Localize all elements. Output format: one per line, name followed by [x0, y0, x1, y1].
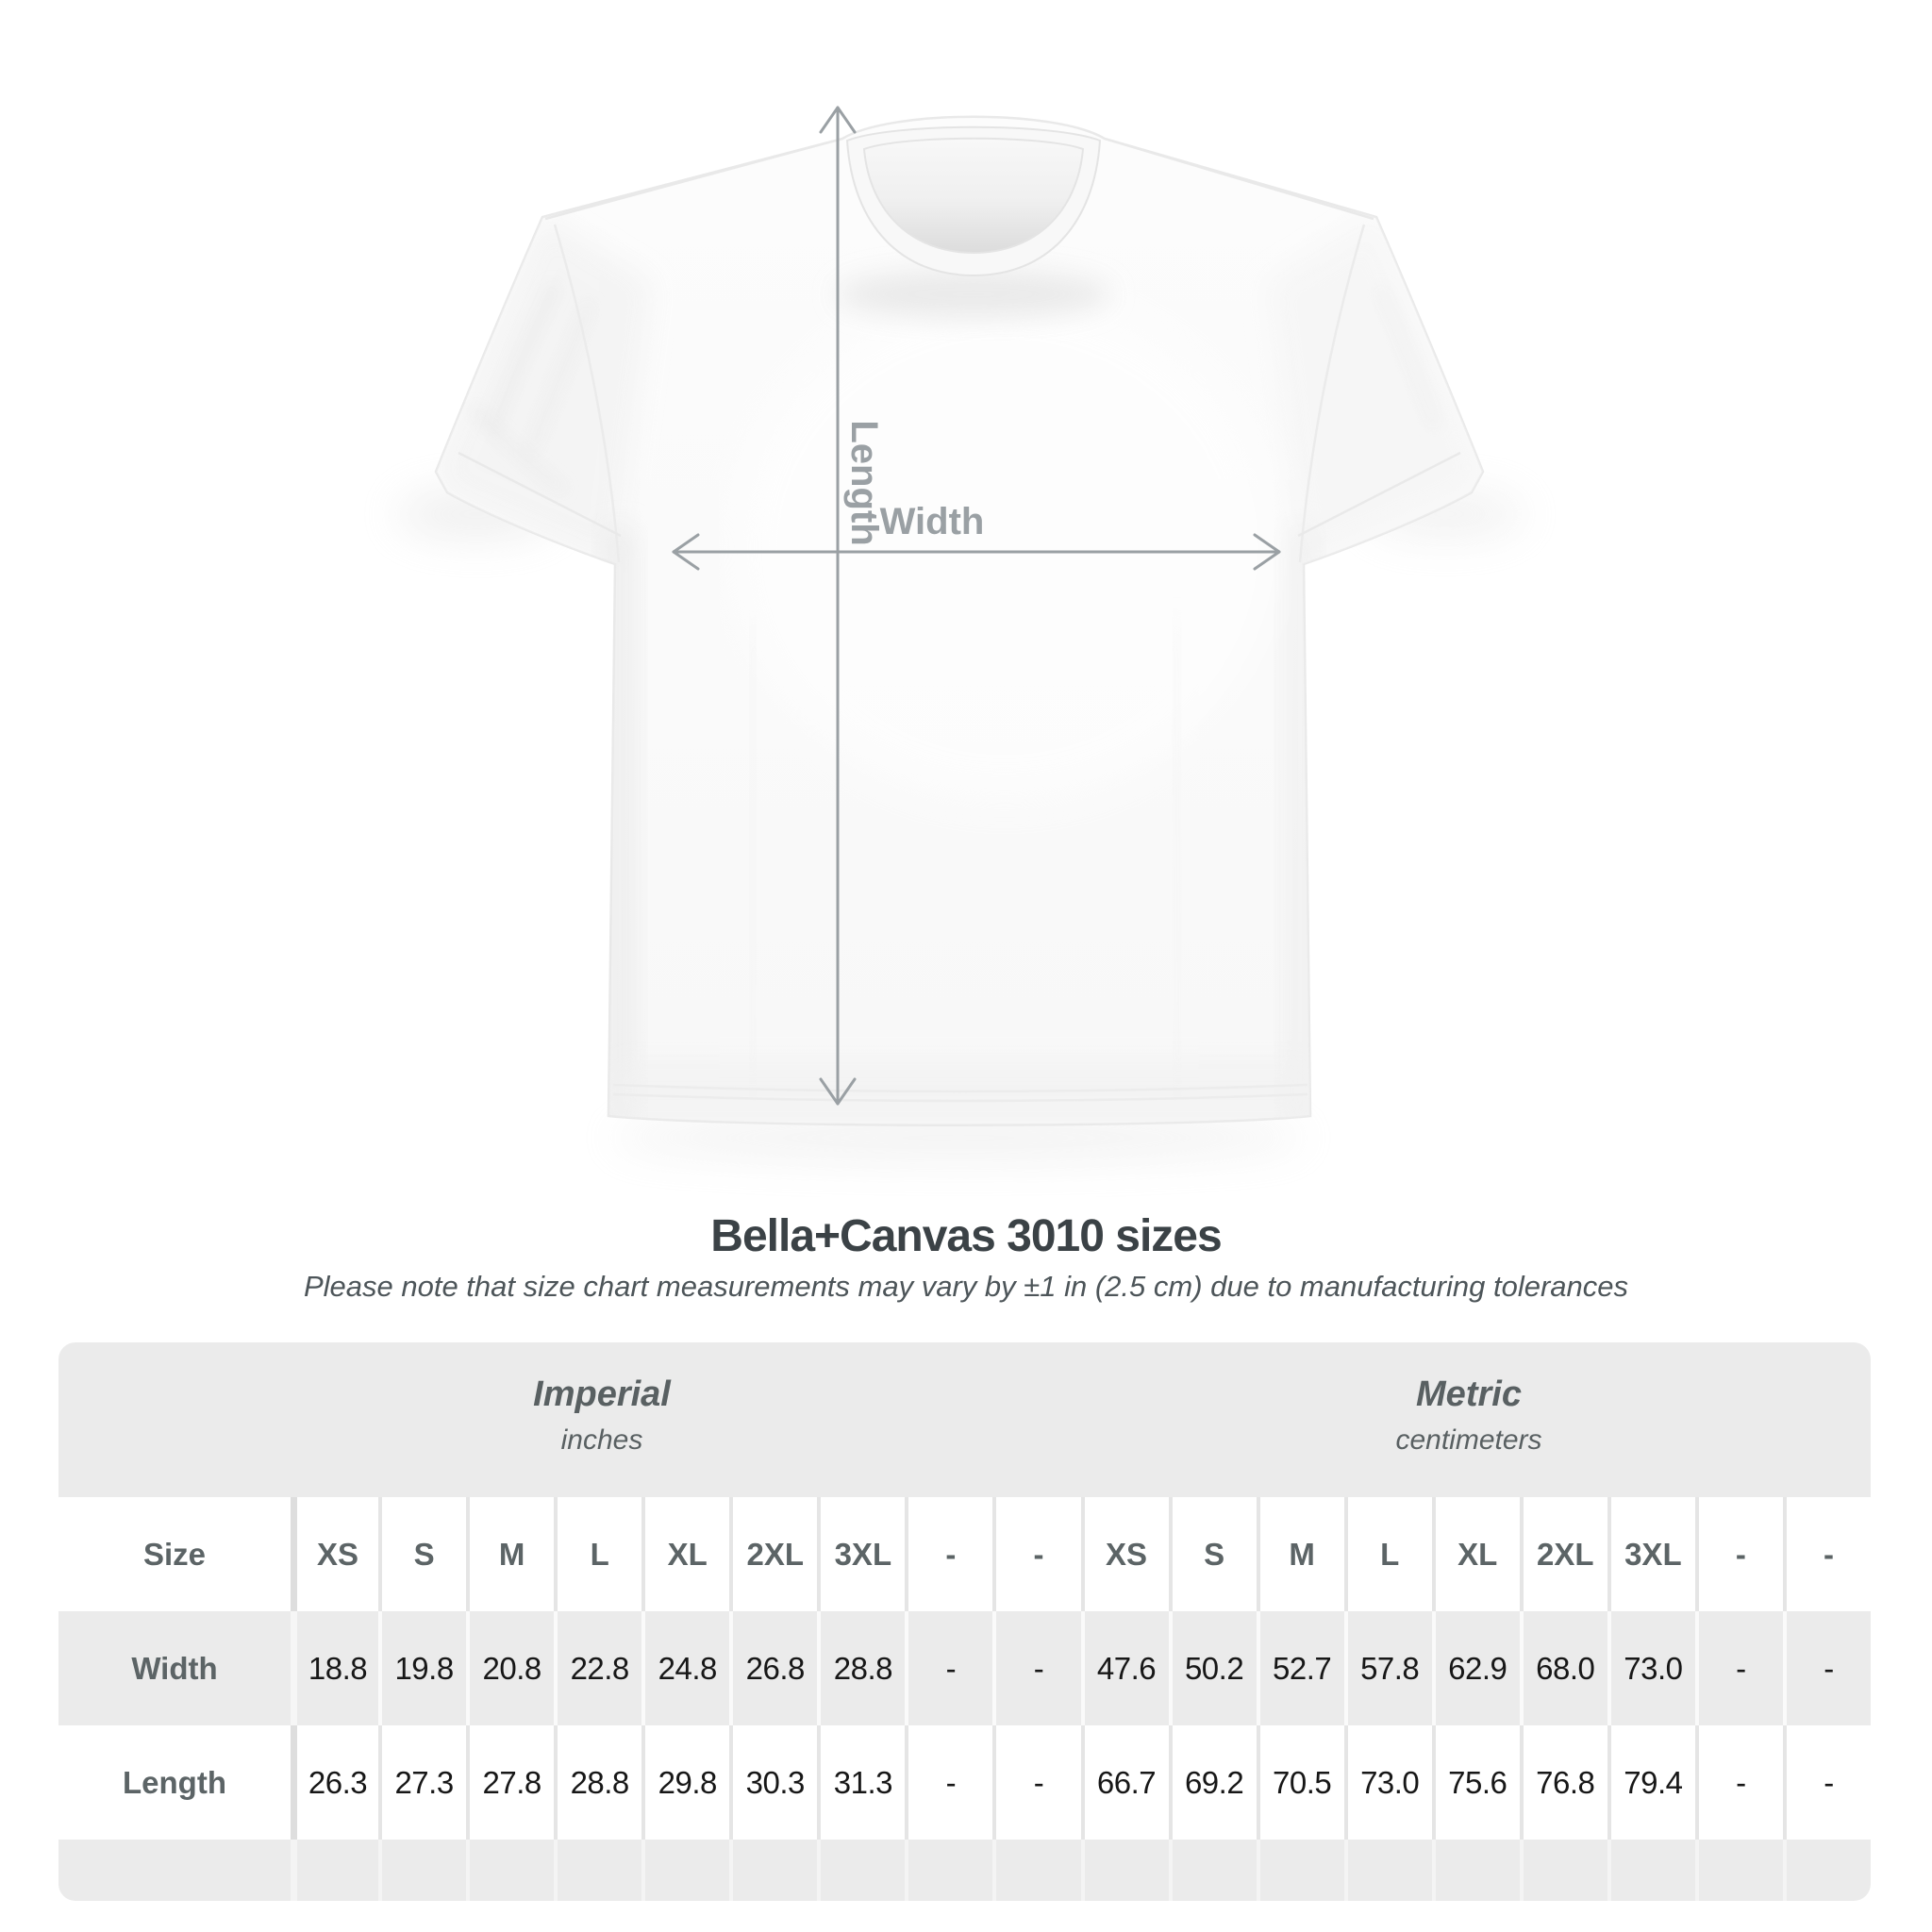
footer-cell [817, 1840, 905, 1901]
length-value-cell: 27.8 [466, 1725, 554, 1840]
length-value-cell: 30.3 [729, 1725, 817, 1840]
size-column-header: - [1783, 1497, 1871, 1611]
page-subtitle: Please note that size chart measurements may vary by ±1 in (2.5 cm) due to manufacturing tolerances [303, 1270, 1629, 1303]
length-value-cell: - [992, 1725, 1080, 1840]
imperial-section-unit: inches [560, 1424, 643, 1456]
footer-cell [378, 1840, 466, 1901]
size-column-header: 3XL [817, 1497, 905, 1611]
length-value-cell: 28.8 [554, 1725, 641, 1840]
length-value-cell: 69.2 [1169, 1725, 1257, 1840]
size-column-header: XL [641, 1497, 729, 1611]
footer-cell [554, 1840, 641, 1901]
footer-cell [905, 1840, 992, 1901]
length-value-cell: 76.8 [1520, 1725, 1607, 1840]
size-column-header: XS [291, 1497, 378, 1611]
width-value-cell: 47.6 [1081, 1611, 1169, 1725]
width-value-cell: 22.8 [554, 1611, 641, 1725]
width-value-cell: - [905, 1611, 992, 1725]
size-column-header: - [905, 1497, 992, 1611]
table-footer [58, 1840, 1871, 1901]
length-value-cell: 75.6 [1432, 1725, 1520, 1840]
size-column-header: M [1257, 1497, 1344, 1611]
length-value-cell: 29.8 [641, 1725, 729, 1840]
size-column-header: XL [1432, 1497, 1520, 1611]
width-value-cell: - [992, 1611, 1080, 1725]
width-value-cell: 18.8 [291, 1611, 378, 1725]
table-unit-header [58, 1342, 1871, 1497]
size-column-header: S [378, 1497, 466, 1611]
footer-cell [1432, 1840, 1520, 1901]
size-column-header: - [1695, 1497, 1783, 1611]
width-arrow-label: Width [879, 501, 985, 542]
length-value-cell: 70.5 [1257, 1725, 1344, 1840]
footer-cell [1169, 1840, 1257, 1901]
width-value-cell: - [1695, 1611, 1783, 1725]
width-value-cell: 20.8 [466, 1611, 554, 1725]
width-value-cell: 73.0 [1607, 1611, 1695, 1725]
width-value-cell: 52.7 [1257, 1611, 1344, 1725]
footer-cell [1081, 1840, 1169, 1901]
length-value-cell: 79.4 [1607, 1725, 1695, 1840]
length-value-cell: - [1695, 1725, 1783, 1840]
width-value-cell: 26.8 [729, 1611, 817, 1725]
size-column-header: M [466, 1497, 554, 1611]
width-row-label: Width [131, 1650, 218, 1686]
footer-cell [729, 1840, 817, 1901]
length-value-cell: 27.3 [378, 1725, 466, 1840]
size-column-header: S [1169, 1497, 1257, 1611]
width-value-cell: 57.8 [1344, 1611, 1432, 1725]
width-value-cell: 50.2 [1169, 1611, 1257, 1725]
footer-cell [1344, 1840, 1432, 1901]
width-value-cell: 62.9 [1432, 1611, 1520, 1725]
length-value-cell: 26.3 [291, 1725, 378, 1840]
width-value-cell: 68.0 [1520, 1611, 1607, 1725]
footer-cell [992, 1840, 1080, 1901]
footer-cell [1783, 1840, 1871, 1901]
imperial-section-title: Imperial [533, 1374, 671, 1414]
width-value-cell: 28.8 [817, 1611, 905, 1725]
size-column-header: XS [1081, 1497, 1169, 1611]
footer-cell [641, 1840, 729, 1901]
footer-cell [1695, 1840, 1783, 1901]
width-value-cell: 19.8 [378, 1611, 466, 1725]
size-header-row [58, 1497, 1871, 1611]
footer-cell [1257, 1840, 1344, 1901]
length-row [58, 1725, 1871, 1840]
size-column-header: 3XL [1607, 1497, 1695, 1611]
footer-cell [58, 1840, 291, 1901]
length-value-cell: 31.3 [817, 1725, 905, 1840]
page-title: Bella+Canvas 3010 sizes [710, 1211, 1222, 1261]
size-row-label: Size [142, 1536, 207, 1572]
length-arrow-label: Length [843, 420, 885, 546]
length-value-cell: - [905, 1725, 992, 1840]
metric-section-unit: centimeters [1395, 1424, 1542, 1456]
length-value-cell: 66.7 [1081, 1725, 1169, 1840]
size-column-header: L [1344, 1497, 1432, 1611]
width-value-cell: - [1783, 1611, 1871, 1725]
width-value-cell: 24.8 [641, 1611, 729, 1725]
length-value-cell: 73.0 [1344, 1725, 1432, 1840]
length-row-label: Length [123, 1764, 226, 1800]
imperial-section-header [533, 1342, 671, 1456]
footer-cell [466, 1840, 554, 1901]
width-row [58, 1611, 1871, 1725]
metric-section-title: Metric [1416, 1374, 1522, 1414]
size-column-header: 2XL [1520, 1497, 1607, 1611]
footer-cell [1607, 1840, 1695, 1901]
size-chart-table [58, 1342, 1871, 1901]
size-column-header: - [992, 1497, 1080, 1611]
length-value-cell: - [1783, 1725, 1871, 1840]
footer-cell [1520, 1840, 1607, 1901]
footer-cell [291, 1840, 378, 1901]
size-column-header: 2XL [729, 1497, 817, 1611]
metric-section-header [1395, 1342, 1541, 1456]
size-column-header: L [554, 1497, 641, 1611]
